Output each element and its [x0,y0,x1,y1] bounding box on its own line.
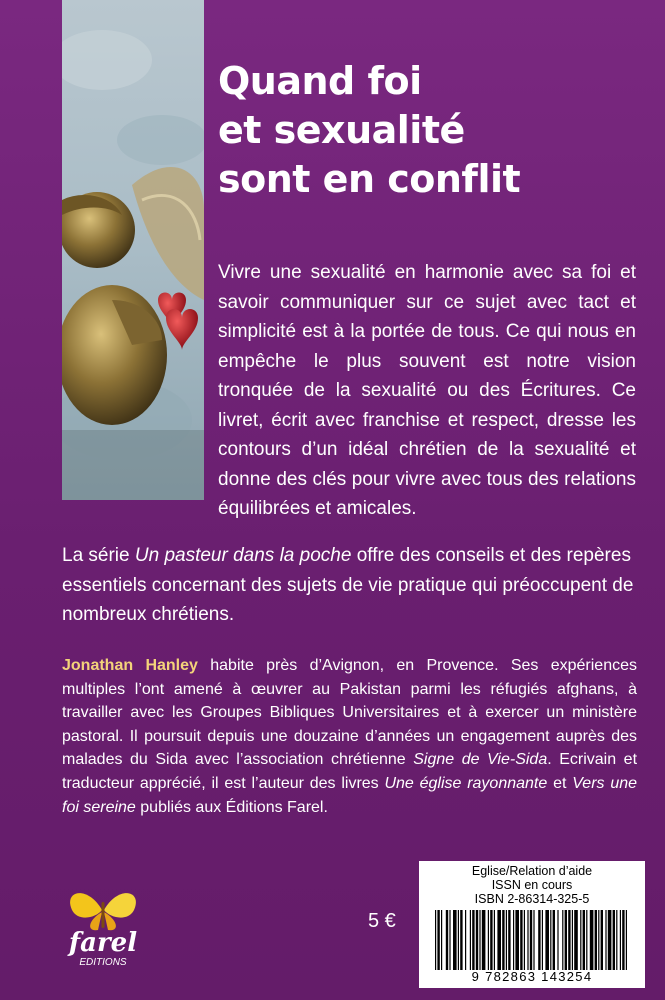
association-name: Signe de Vie-Sida [413,751,548,769]
book-title-2: Vers une foi sereine [62,774,638,816]
title-line-1: Quand foi [218,59,422,103]
bio-text-4: publiés aux Éditions Farel. [135,798,328,816]
series-text-after: offre des conseils et des repères essentiels concernant des sujets de vie pratique qui préoccupent de nombreux chrétiens. [62,545,634,625]
bio-text-1: habite près d’Avignon, en Provence. Ses expériences multiples l’ont amené à œuvrer au Pakistan parmi les réfugiés afghans, à travailler avec les Groupes Bibliques Universitaires et à exercer un ministère pastoral. Il poursuit depuis une douzaine d’années un engagement auprès des malades du Sida avec l’association chrétienne [62,657,638,769]
author-bio [62,654,637,819]
series-name: Un pasteur dans la poche [134,545,352,566]
bio-text-3: et [547,774,573,792]
barcode-issn: ISSN en cours [491,878,573,892]
intro-paragraph: Vivre une sexualité en harmonie avec sa foi et savoir communiquer sur ce sujet avec tact et simplicité est à la portée de tous. Ce qui nous en empêche le plus souvent est notre vision tronquée de la sexualité ou des Écritures. Ce livret, écrit avec franchise et respect, dresse les contours d’un idéal chrétien de la sexualité et donne des clés pour vivre avec tous des relations équilibrées et amicales. [218,262,636,519]
series-text-before: La série [62,545,135,566]
publisher-name: farel [68,928,138,958]
barcode-bars [435,910,629,970]
title-line-3: sont en conflit [218,157,521,201]
price-label: 5 € [368,910,396,932]
barcode-category: Eglise/Relation d’aide [471,864,593,878]
author-name: Jonathan Hanley [62,657,198,674]
farel-logo [58,880,148,970]
title-line-2: et sexualité [218,108,465,152]
bio-text-2: . Ecrivain et traducteur apprécié, il est l’auteur des livres [62,751,638,792]
publisher-sub: EDITIONS [79,957,127,968]
book-title [218,57,638,204]
book-title-1: Une église rayonnante [384,774,548,792]
barcode-digits: 9 782863 143254 [471,969,593,984]
barcode-isbn: ISBN 2-86314-325-5 [474,892,590,906]
cherub-photo [62,0,204,500]
series-paragraph [62,541,637,630]
butterfly-icon [70,893,136,930]
barcode-box [419,861,645,988]
